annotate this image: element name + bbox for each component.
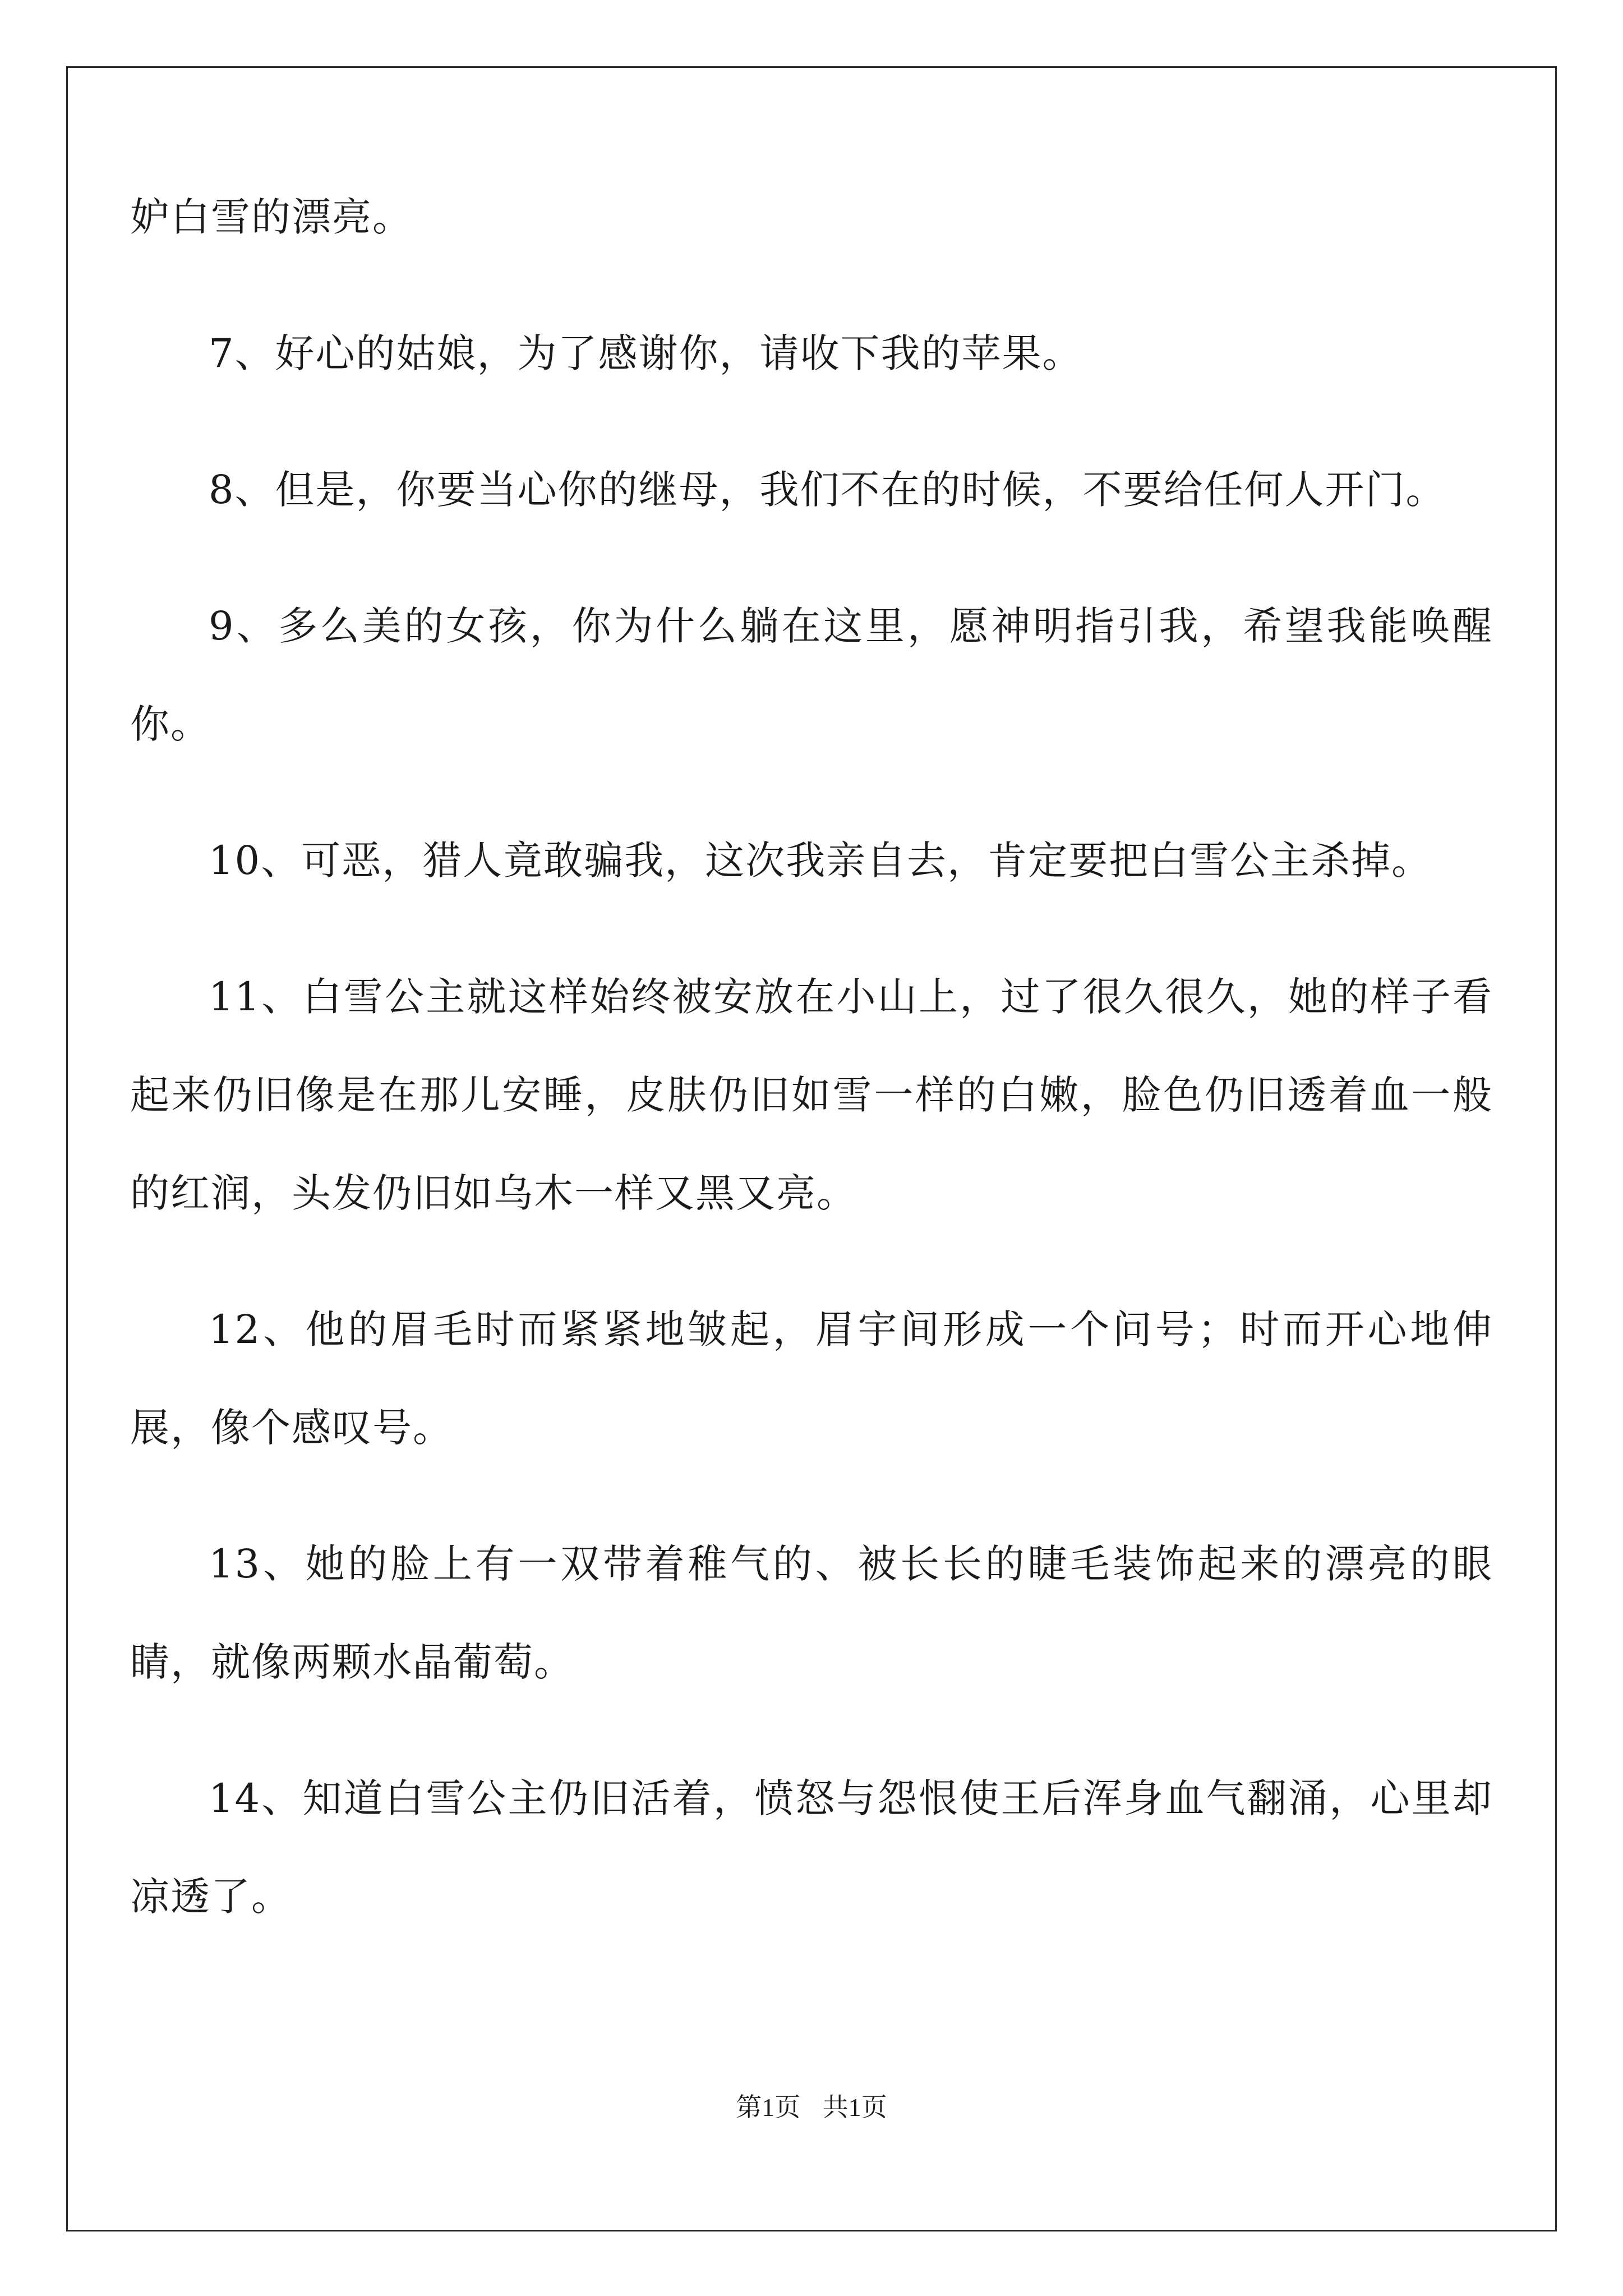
paragraph: 10、可恶，猎人竟敢骗我，这次我亲自去，肯定要把白雪公主杀掉。 [209,838,1432,884]
page-footer [0,2087,1623,2124]
paragraph: 11、白雪公主就这样始终被安放在小山上，过了很久很久，她的样子看起来仍旧像是在那儿安睡，皮肤仍旧如雪一样的白嫩，脸色仍旧透着血一般的红润，头发仍旧如乌木一样又黑又亮。 [130,974,1493,1216]
paragraph: 7、好心的姑娘，为了感谢你，请收下我的苹果。 [209,330,1083,376]
page-total: 共1页 [822,2093,887,2122]
paragraph: 12、他的眉毛时而紧紧地皱起，眉宇间形成一个问号；时而开心地伸展，像个感叹号。 [130,1306,1493,1451]
paragraph: 14、知道白雪公主仍旧活着，愤怒与怨恨使王后浑身血气翻涌，心里却凉透了。 [130,1775,1493,1920]
paragraph: 9、多么美的女孩，你为什么躺在这里，愿神明指引我，希望我能唤醒你。 [130,603,1493,747]
paragraph: 8、但是，你要当心你的继母，我们不在的时候，不要给任何人开门。 [209,467,1446,513]
document-body [130,168,1493,1984]
paragraph: 妒白雪的漂亮。 [130,194,413,240]
paragraph: 13、她的脸上有一双带着稚气的、被长长的睫毛装饰起来的漂亮的眼睛，就像两颗水晶葡萄。 [130,1541,1493,1685]
page-number: 第1页 [736,2093,801,2122]
